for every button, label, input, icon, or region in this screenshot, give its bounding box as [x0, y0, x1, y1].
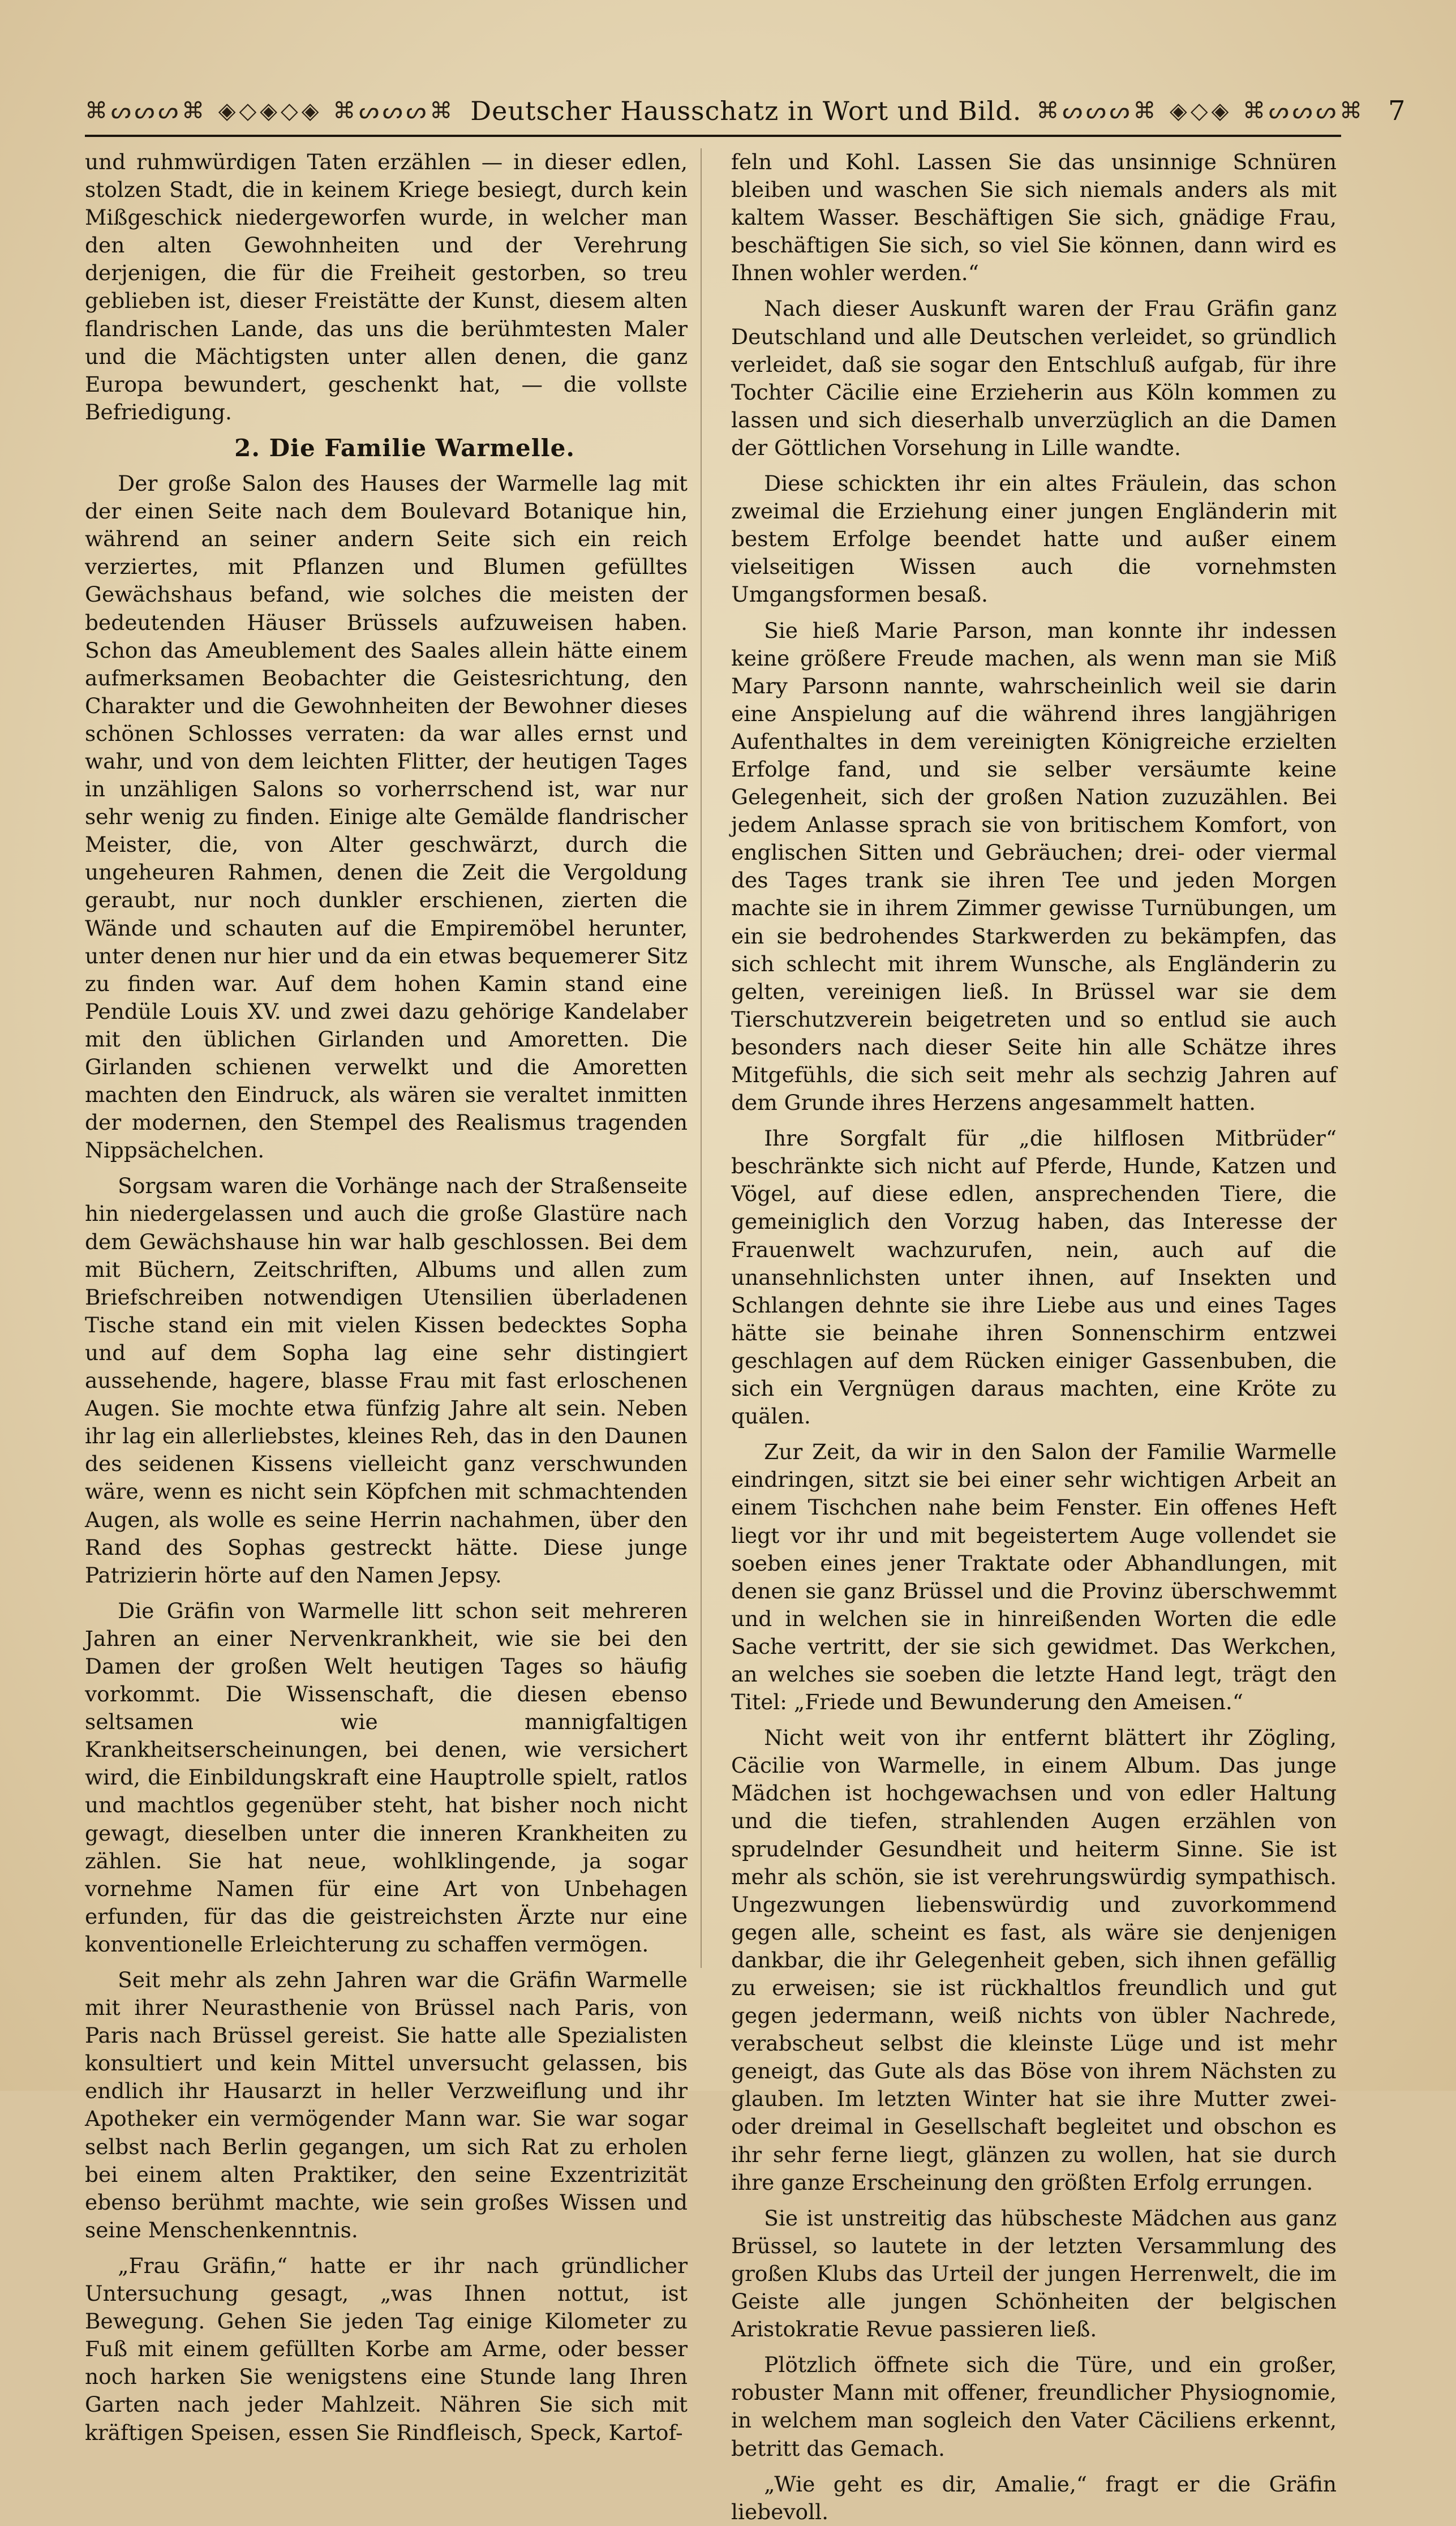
paragraph: Die Gräfin von Warmelle litt schon seit mehreren Jahren an einer Nervenkrankheit, wie sie bei den Damen der großen Welt heutigen Tages so häufig vorkommt. Die Wissenschaft, die diesen ebenso seltsamen wie mannigfaltigen Krankheitserscheinungen, bei denen, wie versichert wird, die Einbildungskraft eine Hauptrolle spielt, ratlos und machtlos gegenüber steht, hat bisher noch nicht gewagt, dieselben unter die inneren Krankheiten zu zählen. Sie hat neue, wohlklingende, ja sogar vornehme Namen für eine Art von Unbehagen erfunden, für das die geistreichsten Ärzte nur eine konventionelle Erleichterung zu schaffen vermögen. [85, 1598, 688, 1957]
paragraph: Seit mehr als zehn Jahren war die Gräfin Warmelle mit ihrer Neurasthenie von Brüssel nach Paris, von Paris nach Brüssel gereist. Sie hatte alle Spezialisten konsultiert und kein Mittel unversucht gelassen, bis endlich ihr Hausarzt in heller Verzweiflung und ihr Apotheker ein vermögender Mann war. Sie war sogar selbst nach Berlin gegangen, um sich Rat zu erholen bei einem alten Praktiker, den seine Exzentrizität ebenso berühmt machte, wie sein großes Wissen und seine Menschenkenntnis. [85, 1967, 688, 2242]
paragraph: Zur Zeit, da wir in den Salon der Familie Warmelle eindringen, sitzt sie bei einer sehr wichtigen Arbeit an einem Tischchen nahe beim Fenster. Ein offenes Heft liegt vor ihr und mit begeistertem Auge vollendet sie soeben eines jener Traktate oder Abhandlungen, mit denen sie ganz Brüssel und die Provinz überschwemmt und in welchen sie in hinreißenden Worten die edle Sache vertritt, der sie sich gewidmet. Das Werkchen, an welches sie soeben die letzte Hand legt, trägt den Titel: „Friede und Bewunderung den Ameisen.“ [731, 1439, 1337, 1715]
header-left-group [85, 96, 1365, 126]
paragraph: Sie hieß Marie Parson, man konnte ihr indessen keine größere Freude machen, als wenn man sie Miß Mary Parsonn nannte, wahrscheinlich weil sie darin eine Anspielung auf die während ihres langjährigen Aufenthaltes in dem vereinigten Königreiche erzielten Erfolge fand, und sie selber versäumte keine Gelegenheit, sich der großen Nation zuzuzählen. Bei jedem Anlasse sprach sie von britischem Komfort, von englischen Sitten und Gebräuchen; drei- oder viermal des Tages trank sie ihren Tee und jeden Morgen machte sie in ihrem Zimmer gewisse Turnübungen, um ein sie bedrohendes Starkwerden zu bekämpfen, das sich schlecht mit ihrem Wunsche, als Engländerin zu gelten, vereinigen ließ. In Brüssel war sie dem Tierschutzverein beigetreten und so entlud sie auch besonders nach dieser Seite hin alle Schätze ihres Mitgefühls, die sich seit mehr als sechzig Jahren auf dem Grunde ihres Herzens angesammelt hatten. [731, 617, 1337, 1116]
paragraph: Diese schickten ihr ein altes Fräulein, das schon zweimal die Erziehung einer jungen Engländerin mit bestem Erfolge beendet hatte und außer einem vielseitigen Wissen auch die vornehmsten Umgangsformen besaß. [731, 471, 1337, 607]
ornament-right-icon: ⌘ᔕᔕᔕ⌘ ◈◇◈ ⌘ᔕᔕᔕ⌘ [1036, 98, 1366, 124]
right-column [731, 148, 1337, 2526]
page-number: 7 [1388, 95, 1406, 127]
left-column [85, 148, 688, 2447]
running-title: Deutscher Hausschatz in Wort und Bild. [470, 96, 1022, 126]
paragraph: Sorgsam waren die Vorhänge nach der Straßenseite hin niedergelassen und auch die große Glastüre nach dem Gewächshause hin war halb geschlossen. Bei dem mit Büchern, Zeitschriften, Albums und allen zum Briefschreiben notwendigen Utensilien überladenen Tische stand ein mit vielen Kissen bedecktes Sopha und auf dem Sopha lag eine sehr distingiert aussehende, hagere, blasse Frau mit fast erloschenen Augen. Sie mochte etwa fünfzig Jahre alt sein. Neben ihr lag ein allerliebstes, kleines Reh, das in den Daunen des seidenen Kissens vielleicht ganz verschwunden wäre, wenn es nicht sein Köpfchen mit schmachtenden Augen, als wolle es seine Herrin nachahmen, über den Rand des Sophas gestreckt hätte. Diese junge Patrizierin hörte auf den Namen Jepsy. [85, 1173, 688, 1588]
paragraph: Plötzlich öffnete sich die Türe, und ein großer, robuster Mann mit offener, freundlicher Physiognomie, in welchem man sogleich den Vater Cäciliens erkennt, betritt das Gemach. [731, 2352, 1337, 2461]
paragraph: Sie ist unstreitig das hübscheste Mädchen aus ganz Brüssel, so lautete in der letzten Versammlung des großen Klubs das Urteil der jungen Herrenwelt, die im Geiste alle jungen Schönheiten der belgischen Aristokratie Revue passieren ließ. [731, 2205, 1337, 2342]
ornament-left-icon: ⌘ᔕᔕᔕ⌘ ◈◇◈◇◈ ⌘ᔕᔕᔕ⌘ [85, 98, 456, 124]
paragraph: Nicht weit von ihr entfernt blättert ihr Zögling, Cäcilie von Warmelle, in einem Album. Das junge Mädchen ist hochgewachsen und von edler Haltung und die tiefen, strahlenden Augen erzählen von sprudelnder Gesundheit und heiterm Sinne. Sie ist mehr als schön, sie ist verehrungswürdig sympathisch. Ungezwungen liebenswürdig und zuvorkommend gegen alle, scheint es fast, als wäre sie denjenigen dankbar, die ihr Gelegenheit geben, sich ihnen gefällig zu erweisen; sie ist rückhaltlos freundlich und gut gegen jedermann, weiß nichts von übler Nachrede, verabscheut selbst die kleinste Lüge und ist mehr geneigt, das Gute als das Böse von ihrem Nächsten zu glauben. Im letzten Winter hat sie ihre Mutter zwei- oder dreimal in Gesellschaft begleitet und obschon es ihr sehr ferne liegt, glänzen zu wollen, hat sie durch ihre ganze Erscheinung den größten Erfolg errungen. [731, 1725, 1337, 2195]
paragraph: Der große Salon des Hauses der Warmelle lag mit der einen Seite nach dem Boulevard Botanique hin, während an seiner andern Seite sich ein reich verziertes, mit Pflanzen und Blumen gefülltes Gewächshaus befand, wie solches die meisten der bedeutenden Häuser Brüssels aufzuweisen haben. Schon das Ameublement des Saales allein hätte einem aufmerksamen Beobachter die Geistesrichtung, den Charakter und die Gewohnheiten der Bewohner dieses schönen Schlosses verraten: da war alles ernst und wahr, und von dem leichten Flitter, der heutigen Tages in unzähligen Salons so vorherrschend ist, war nur sehr wenig zu finden. Einige alte Gemälde flandrischer Meister, die, von Alter geschwärzt, durch die ungeheuren Rahmen, denen die Zeit die Vergoldung geraubt, nur noch dunkler erschienen, zierten die Wände und schauten auf die Empiremöbel herunter, unter denen nur hier und da ein etwas bequemerer Sitz zu finden war. Auf dem hohen Kamin stand eine Pendüle Louis XV. und zwei dazu gehörige Kandelaber mit den üblichen Girlanden und Amoretten. Die Girlanden schienen verwelkt und die Amoretten machten den Eindruck, als wären sie veraltet inmitten der modernen, den Stempel des Realismus tragenden Nippsächelchen. [85, 471, 688, 1163]
header-rule [85, 135, 1341, 137]
paragraph: „Frau Gräfin,“ hatte er ihr nach gründlicher Untersuchung gesagt, „was Ihnen nottut, ist Bewegung. Gehen Sie jeden Tag einige Kilometer zu Fuß mit einem gefüllten Korbe am Arme, oder besser noch harken Sie wenigstens eine Stunde lang Ihren Garten nach jeder Mahlzeit. Nähren Sie sich mit kräftigen Speisen, essen Sie Rindfleisch, Speck, Kartof- [85, 2253, 688, 2445]
left-opening-paragraph: und ruhmwürdigen Taten erzählen — in dieser edlen, stolzen Stadt, die in keinem Kriege besiegt, durch kein Mißgeschick niedergeworfen wurde, in welcher man den alten Gewohnheiten und der Verehrung derjenigen, die für die Freiheit gestorben, so treu geblieben ist, dieser Freistätte der Kunst, diesem alten flandrischen Lande, das uns die berühmtesten Maler und die Mächtigsten unter allen denen, die ganz Europa bewundert, geschenkt hat, — die vollste Befriedigung. [85, 149, 688, 424]
paragraph: „Wie geht es dir, Amalie,“ fragt er die Gräfin liebevoll. [731, 2471, 1337, 2524]
paragraph: Ihre Sorgfalt für „die hilflosen Mitbrüder“ beschränkte sich nicht auf Pferde, Hunde, Katzen und Vögel, auf diese edlen, ansprechenden Tiere, die gemeiniglich den Vorzug haben, das Interesse der Frauenwelt wachzurufen, nein, auch auf die unansehnlichsten unter ihnen, auf Insekten und Schlangen dehnte sie ihre Liebe aus und eines Tages hätte sie beinahe ihren Sonnenschirm entzwei geschlagen auf dem Rücken einiger Gassenbuben, die sich ein Vergnügen daraus machten, eine Kröte zu quälen. [731, 1126, 1337, 1429]
right-opening-paragraph: feln und Kohl. Lassen Sie das unsinnige Schnüren bleiben und waschen Sie sich niemals anders als mit kaltem Wasser. Beschäftigen Sie sich, gnädige Frau, beschäftigen Sie sich, so viel Sie können, dann wird es Ihnen wohler werden.“ [731, 149, 1337, 286]
running-header [85, 91, 1406, 131]
column-divider [701, 148, 702, 1968]
paragraph: Nach dieser Auskunft waren der Frau Gräfin ganz Deutschland und alle Deutschen verleidet, so gründlich verleidet, daß sie sogar den Entschluß aufgab, für ihre Tochter Cäcilie eine Erzieherin aus Köln kommen zu lassen und sich dieserhalb unverzüglich an die Damen der Göttlichen Vorsehung in Lille wandte. [731, 296, 1337, 460]
section-heading: 2. Die Familie Warmelle. [234, 434, 575, 462]
